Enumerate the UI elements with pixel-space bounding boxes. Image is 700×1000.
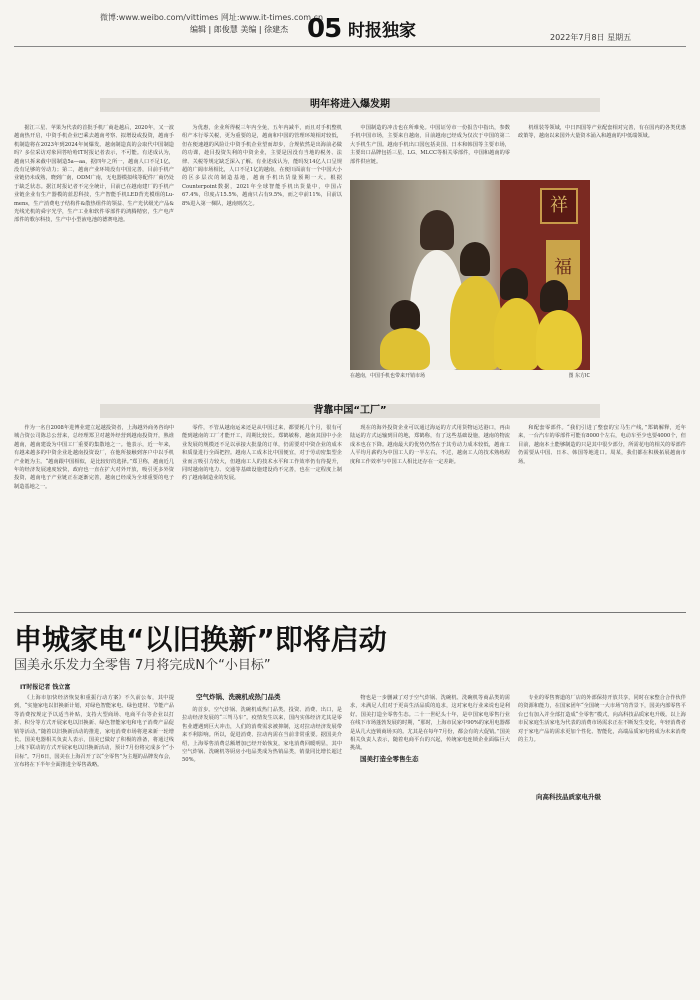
main-subheadline: 国美永乐发力全零售 7月将完成N个“小目标”: [14, 658, 271, 673]
student-head: [540, 280, 568, 312]
main-headline: 申城家电“以旧换新”即将启动: [14, 623, 387, 656]
issue-date: 2022年7月8日 星期五: [550, 33, 632, 42]
article3-column-4: 专业的零售赛道的厂店的外部保持开放共享，同时在家整合合作伙伴的资源和能力，在国家团年“全国统一大市场”的背景下，国美内部零售平台已有加入并全部打造成“全零售”模式。向高科技品质家电升级。以上海市民家庭生活家电为代表的消费市场需求正在不断发生变化，年轻消费者对于家电产品的需求更加个性化、智能化，高端品质家电将成为未来消费的主力。: [518, 695, 686, 744]
student-head: [390, 300, 420, 330]
students-photo: [350, 180, 590, 370]
article2-column-1: 作为一名自2008年进博业建立起越投资者，上海越外商务咨询中城合资公司陈总公营来，总经理郑卫对越外经营到越南投资开，熟谁越南，越南建设为中国工厂重要的集散地之一。他表示，近一年来，有越来越多的中资企业赴越南投资设厂，在他所接触到客户中以手机产业链为主。“越南跟中国相似，是比较好的选择。”郑卫称，越南近几年的经济发展速度较快，政府也一直在扩大对外开放，吸引更多外资投资，越南电子产业链正在逐渐完善，越南已经成为全球重要的电子制造基地之一。: [14, 425, 174, 490]
article3-column-3: 物也是一步删减了对于空气炸锅、洗碗机、洗碗机等商品类的需求，未满足人们对于更高生活品质的追求，这对家电行业来说也是利好。国美打造全零售生态。二十一世纪头十年，是中国家电零售行业在线下市场蓬勃发展的时期，“那时，上海市民家中90%的家用电器都是从几大连锁商场买的。尤其是在每年7月份，都会有的大促销。”国美相关负责人表示，随着电商平台的兴起，传统家电连锁企业面临巨大挑战。: [350, 695, 510, 752]
gold-plaque: 福: [546, 240, 580, 300]
header-rule: [14, 46, 686, 47]
article1-column-1: 据江三星、苹果为代表的首批手机厂商赴越后，2020年，又一波越南热开启，中资手机企业巴乘去越南考察、拟增设或投资，越南手机制造将在2023年到2024年间爆发。越南制造真的会取代中国制造吗？多位采访对象回答哈哈IT时报记者表示，不可能。有述成认为，越南只拆来截中国制造5a—aa，据四年之所一，越南人口不足1亿，没有足够的劳动力；第二，越南产业环境没有中国完善，目前手机产业链仍未成熟，晓到广南，ODM广南，无电器模拟线等配件厂商仍处于缺乏状态。据江时报记者不完全统计，目前已在越南建厂的手机产业链企业有生产器模的蓝思科技，生产智能手机LED背光模组的Lu-mens，生产消费电子结构件&散热组件的领益、生产光伏级光产品&光线光机的舜宇光学，生产工业和软件零部件的鸿腾精密，生产电声部件的歌尔科技，生产中小型液电池的德赛电池。: [14, 125, 174, 224]
byline: IT时报记者 钱立富: [20, 684, 71, 691]
student-head: [460, 242, 490, 276]
article2-title: 背靠中国“工厂”: [100, 404, 600, 418]
header-web-info: 微博:www.weibo.com/vittimes 网址:www.it-times.com.cn: [100, 13, 324, 22]
student-body: [380, 328, 430, 370]
student-head: [420, 210, 454, 250]
article1-column-2: 为优惠，企业所得税三年内全免，五年内减半，而且对手机整机组产本行零关税，更为重要的是，越南和中国的管理环境相对较低，但在便速越的风险让中资手机企业望而却步，合规依然是出海前必做的功课，趁目投资失利的中资企业，主要是因没有当地的税务、法律、关税等规定缺乏深入了解。有业述成认为，能吗发14亿人口呈规超的广阔市场相比，人口不足1亿的越南，在便川面前有一个中国大小的区多层次的制造基地，越南手机出货量预期一大。根据Counterpoint数据，2021年全球智能手机出货量中，中国占67.4%，印度占15.5%，越南只占有9.5%，而之中前11%，目前以8%进入第一梯队，越南则次之。: [182, 125, 342, 207]
article3-column-2: 的首步。空气炸锅、洗碗机成热门品类。投资、消费、出口，是拉动经济发展的“三驾马车”。疫情发生以来，国内实体经济尤其是零售业遭遇到巨大冲击，人们的消费需求被抑制，这对拉动经济发展带来不利影响。所以，促进消费、拉动内需在当前非常重要。据国美介绍，上海零售消费总额增加已经开始恢复，家电消费回暖明显，其中空气炸锅、洗碗机等厨房小电品类成为热销品类，销量同比增长超过50%。: [182, 707, 342, 764]
photo-credit: 图 东方IC: [568, 373, 590, 379]
article1-column-4: 机组装等领域，中日四国等产业配套相对完善，有在国内的各类优惠政策等，越南以来国外大量资本涌入和越南的中低端领域。: [518, 125, 686, 140]
article1-title: 明年将进入爆发期: [100, 98, 600, 112]
section-title: 时报独家: [348, 21, 416, 41]
student-head: [500, 268, 528, 300]
subhead-1: 空气炸锅、洗碗机成热门品类: [196, 693, 281, 701]
header-editors: 编辑 | 郎俊慧 美编 | 徐建杰: [190, 25, 289, 34]
page-header: [0, 0, 700, 70]
subhead-3: 向高科技品质家电升级: [532, 790, 605, 803]
subhead-2: 国美打造全零售生态: [356, 752, 423, 765]
article2-column-3: 现在的海外投资企业可以通过海运的方式用货物运达港口，再由陆运的方式运输到目的地，郑鹤称，有了这些基础设施，越南的物流成本也在下降。越南最大的优势仍然在于其劳动力成本较低，越南工人平均月薪约为中国工人的一半左右。不过，越南工人的技术熟练程度和工作效率与中国工人相比还存在一定差距。: [350, 425, 510, 465]
article2-column-4: 和配套零部件。“我们引进了整套的宝马生产线，”郑鹤解释，近年来，一台汽车的零部件可能有8000个左右，电动车至少也要4000个，但目前，越南本土能够制造的只是其中很少部分，所需花电的相关的零部件仍需要从中国、日本、韩国等地进口。周某，我们都在积极拓展越南市场。: [518, 425, 686, 465]
article1-column-3: 中国制造的冲击也在所难免。中国证劳市一份报告中指出，参数手机中国市场，主要来自越南，目前越南已经成为仅次于中国的第二大手机生产国。越南手机出口国包括美国、日本和韩国等主要市场，主要出口品牌包括三星、LG、MLCC等相关零部件，中国和越南的零部件供应链。: [350, 125, 510, 165]
article3-column-1: 《上海市加快经济恢复和重振行动方案》不久前公布，其中提到，“实施家电以旧换新计划，对绿色智能家电、绿色建材、节能产品等消费按规定予以适当补贴，支持大型商场、电商平台等企业以打折、积分等方式开展家电以旧换新、绿色智能家电和电子消费产品促销等活动。”随着以旧换新活动的推进，家电消费市场将迎来新一轮增长。国美电器相关负责人表示，国美已做好了积极的准备，将通过线上线下联动的方式开展家电以旧换新活动，预计7月份将完成多个“小目标”。7月6日，国美在上海召开了以“全零售”为主题的品牌发布会，宣布将在下半年全面推进全零售战略。: [14, 695, 174, 769]
red-plaque: 祥: [540, 188, 578, 224]
headline-rule: [14, 612, 686, 613]
student-body: [536, 310, 582, 370]
student-body: [494, 298, 540, 370]
page-number: 05: [307, 14, 342, 44]
photo-caption: 在越南，中国手机也带来开销市场 图 东方IC: [350, 373, 590, 379]
article2-column-2: 零件，不管从越南运来还是从中国过来，都要耗几个月，很有可能到越南的工厂才能开工，周期比较长。郑鹤敏称，越南其国中小企业发展的规模还不足以承接大批量的订单，仍需要对中资企业的成本和质量进行全面把控。越南人工成本比中国便宜，对于劳动密集型企业而言吸引力较大，但越南工人的技术水平和工作效率仍有待提升，同时越南的电力、交通等基础设施建设尚不完善，也在一定程度上制约了越南制造业的发展。: [182, 425, 342, 482]
